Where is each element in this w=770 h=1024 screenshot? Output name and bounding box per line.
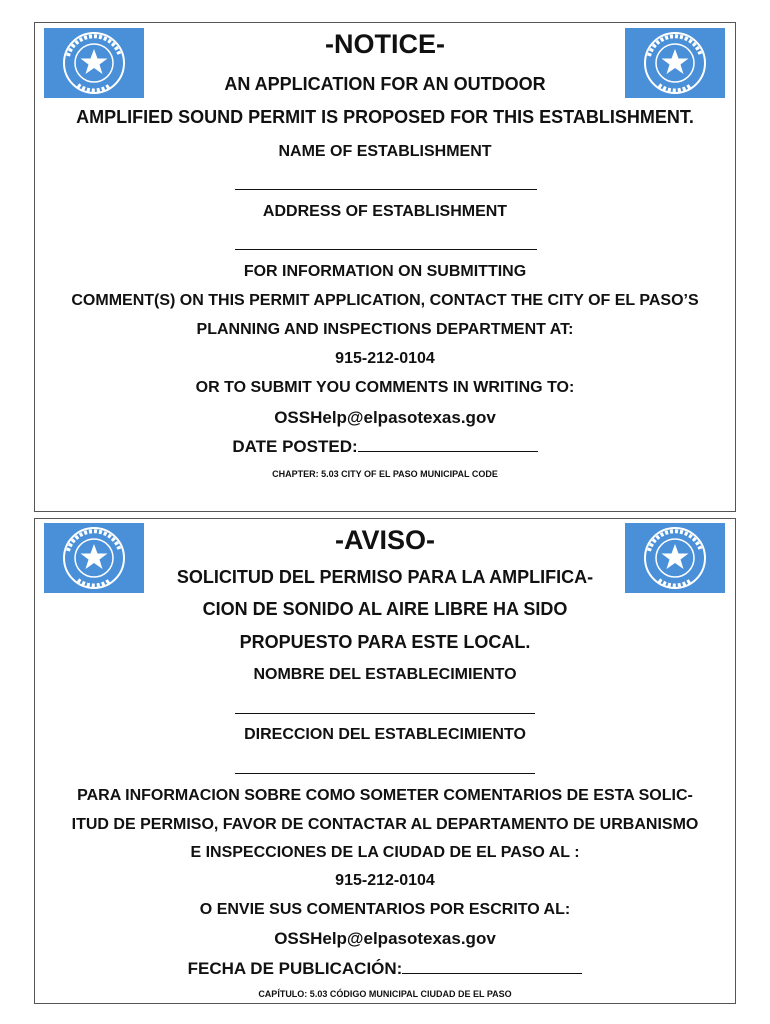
fecha-publicacion-blank: [402, 972, 582, 974]
fecha-publicacion-label: FECHA DE PUBLICACIÓN:: [187, 959, 403, 978]
phone-number: 915-212-0104: [335, 350, 435, 367]
informacion-line-3: E INSPECCIONES DE LA CIUDAD DE EL PASO AL :: [190, 844, 580, 861]
direccion-label: DIRECCION DEL ESTABLECIMIENTO: [244, 726, 526, 743]
notice-title: -NOTICE-: [325, 29, 445, 59]
chapter-footer: CHAPTER: 5.03 CITY OF EL PASO MUNICIPAL CODE: [272, 469, 498, 479]
establecimiento-name-label: NOMBRE DEL ESTABLECIMIENTO: [253, 666, 517, 683]
establishment-address-blank: [235, 249, 537, 250]
info-line-2: COMMENT(S) ON THIS PERMIT APPLICATION, CONTACT THE CITY OF EL PASO’S: [71, 292, 699, 309]
date-posted-row: [35, 437, 735, 457]
submit-in-writing-text: OR TO SUBMIT YOU COMMENTS IN WRITING TO:: [195, 379, 575, 396]
solicitud-line-2: CION DE SONIDO AL AIRE LIBRE HA SIDO: [202, 599, 568, 619]
informacion-line-1: PARA INFORMACION SOBRE COMO SOMETER COMENTARIOS DE ESTA SOLIC-: [77, 787, 693, 804]
spanish-notice-panel: [34, 518, 736, 1004]
application-line-2: AMPLIFIED SOUND PERMIT IS PROPOSED FOR THIS ESTABLISHMENT.: [76, 107, 694, 127]
establishment-address-label: ADDRESS OF ESTABLISHMENT: [262, 203, 508, 220]
informacion-line-2: ITUD DE PERMISO, FAVOR DE CONTACTAR AL DEPARTAMENTO DE URBANISMO: [71, 816, 699, 833]
fecha-publicacion-row: [35, 959, 735, 979]
solicitud-line-3: PROPUESTO PARA ESTE LOCAL.: [239, 632, 531, 652]
capitulo-footer: CAPÍTULO: 5.03 CÓDIGO MUNICIPAL CIUDAD DE EL PASO: [258, 989, 512, 999]
envie-comentarios-text: O ENVIE SUS COMENTARIOS POR ESCRITO AL:: [199, 901, 571, 918]
date-posted-blank: [358, 450, 538, 452]
correo-address[interactable]: OSSHelp@elpasotexas.gov: [274, 929, 496, 948]
establecimiento-name-blank: [235, 713, 535, 714]
info-line-1: FOR INFORMATION ON SUBMITTING: [243, 263, 527, 280]
application-line-1: AN APPLICATION FOR AN OUTDOOR: [224, 74, 546, 94]
aviso-title: -AVISO-: [335, 525, 435, 555]
establishment-name-label: NAME OF ESTABLISHMENT: [278, 143, 492, 160]
date-posted-label: DATE POSTED:: [232, 437, 358, 456]
email-address[interactable]: OSSHelp@elpasotexas.gov: [274, 408, 496, 427]
solicitud-line-1: SOLICITUD DEL PERMISO PARA LA AMPLIFICA-: [176, 567, 594, 587]
info-line-3: PLANNING AND INSPECTIONS DEPARTMENT AT:: [196, 321, 574, 338]
establishment-name-blank: [235, 189, 537, 190]
direccion-blank: [235, 773, 535, 774]
telefono-number: 915-212-0104: [335, 872, 435, 889]
english-notice-panel: [34, 22, 736, 512]
